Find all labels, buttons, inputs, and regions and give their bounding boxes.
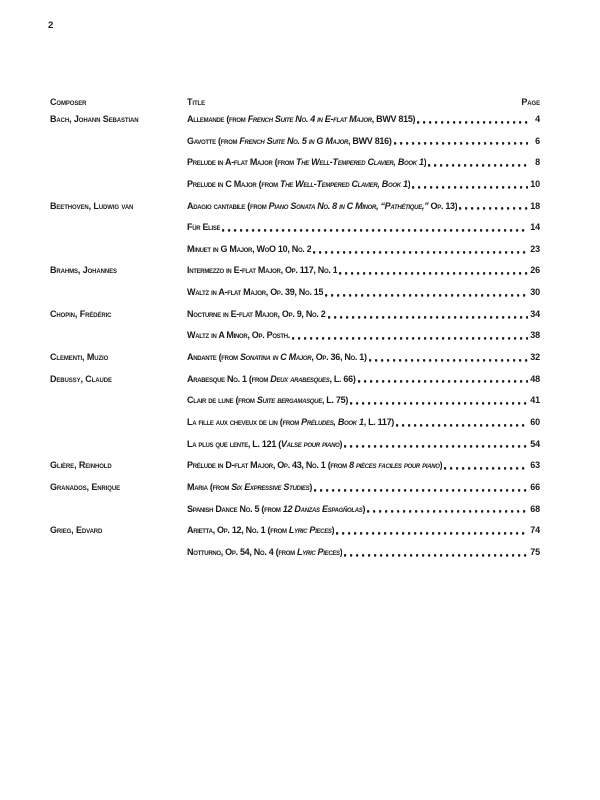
title-segment: Prélude in D-flat Major, Op. 43, No. 1 (from [187, 460, 350, 471]
title-segment: Waltz in A-flat Major, Op. 39, No. 15 [187, 287, 324, 298]
title-text [187, 131, 392, 153]
title-cell [187, 239, 540, 261]
title-text [187, 325, 290, 347]
title-cell [187, 152, 540, 174]
title-cell [187, 260, 540, 282]
title-cell [187, 455, 540, 477]
title-segment: Arabesque No. 1 (from [187, 373, 271, 384]
title-italic-segment: Deux arabesques [270, 373, 330, 384]
table-row [50, 282, 540, 304]
title-segment: Maria (from [187, 481, 232, 492]
composer-cell [50, 131, 187, 153]
title-text [187, 455, 442, 477]
title-cell [187, 282, 540, 304]
title-cell [187, 304, 540, 326]
table-row [50, 260, 540, 282]
title-cell [187, 109, 540, 131]
dot-leader [459, 196, 528, 218]
title-segment: Waltz in A Minor, Op. Posth. [187, 330, 290, 341]
title-italic-segment: French Suite No. 4 in E-flat Major [247, 114, 372, 124]
title-segment: ) [407, 178, 411, 189]
page-number: 54 [530, 438, 540, 449]
title-segment: Nocturne in E-flat Major, Op. 9, No. 2 [187, 308, 326, 319]
title-cell [187, 217, 540, 239]
title-segment: Prelude in C Major (from [187, 178, 281, 189]
title-text [187, 174, 410, 196]
page-number: 75 [530, 546, 540, 557]
title-italic-segment: The Well-Tempered Clavier, Book 1 [280, 178, 408, 189]
title-segment: Adagio cantabile (from [187, 200, 269, 211]
title-text [187, 542, 342, 564]
title-text [187, 347, 367, 369]
title-segment: Gavotte (from [187, 135, 240, 146]
dot-leader [339, 260, 528, 282]
title-cell [187, 434, 540, 456]
title-segment: ) [339, 438, 343, 449]
title-segment: ) [331, 525, 335, 536]
title-text [187, 217, 220, 239]
title-italic-segment: Six Expressive Studies [231, 481, 310, 492]
composer-cell: Clementi, Muzio [50, 352, 109, 363]
title-text [187, 477, 312, 499]
dot-leader [394, 131, 528, 153]
title-text [187, 369, 356, 391]
page-number: 32 [530, 352, 540, 363]
table-row [50, 174, 540, 196]
dot-leader [292, 325, 528, 347]
dot-leader [222, 217, 528, 239]
page-number: 60 [530, 416, 540, 427]
page-number: 34 [530, 308, 540, 319]
title-text [187, 499, 365, 521]
title-italic-segment: Lyric Pieces [297, 546, 340, 557]
title-text [187, 239, 311, 261]
table-row [50, 412, 540, 434]
title-segment: , BWV 816) [348, 135, 392, 146]
page-number: 48 [530, 373, 540, 384]
title-italic-segment: 12 Danzas Espagñolas [282, 503, 363, 514]
title-segment: Op. 13) [428, 200, 458, 211]
page-number: 10 [530, 178, 540, 189]
dot-leader [358, 369, 528, 391]
title-segment: , L. 75) [321, 395, 349, 406]
title-segment: ) [362, 503, 366, 514]
dot-leader [344, 542, 528, 564]
title-text [187, 434, 342, 456]
title-segment: Allemande (from [187, 114, 248, 124]
table-row [50, 455, 540, 477]
composer-cell [50, 542, 187, 564]
column-header-page: Page [521, 97, 540, 107]
table-row [50, 196, 540, 218]
title-cell [187, 412, 540, 434]
title-italic-segment: Valse pour piano [280, 438, 340, 449]
composer-cell [50, 499, 187, 521]
title-italic-segment: Sonatina in C Major [239, 352, 312, 363]
table-row [50, 325, 540, 347]
dot-leader [396, 412, 528, 434]
title-segment: , Op. 36, No. 1) [311, 352, 367, 363]
title-italic-segment: The Well-Tempered Clavier, Book 1 [296, 157, 424, 168]
dot-leader [336, 520, 528, 542]
title-segment: ) [439, 460, 443, 471]
table-row [50, 477, 540, 499]
dot-leader [344, 434, 528, 456]
title-segment: Spanish Dance No. 5 (from [187, 503, 283, 514]
title-segment: ) [309, 481, 313, 492]
composer-cell [50, 282, 187, 304]
composer-cell [50, 390, 187, 412]
title-text [187, 282, 323, 304]
page-number: 26 [530, 265, 540, 276]
table-row [50, 347, 540, 369]
table-row [50, 542, 540, 564]
composer-cell: Debussy, Claude [50, 373, 112, 384]
composer-cell: Brahms, Johannes [50, 265, 117, 276]
table-header-row [50, 96, 540, 109]
title-segment: Arietta, Op. 12, No. 1 (from [187, 525, 289, 536]
composer-cell [50, 239, 187, 261]
title-text [187, 196, 457, 218]
title-italic-segment: French Suite No. 5 in G Major [239, 135, 349, 146]
table-row [50, 520, 540, 542]
table-row [50, 239, 540, 261]
page-number: 74 [530, 525, 540, 536]
table-row [50, 152, 540, 174]
table-row [50, 304, 540, 326]
column-header-title: Title [187, 97, 205, 107]
title-segment: Für Elise [187, 222, 221, 233]
title-italic-segment: Lyric Pieces [288, 525, 332, 536]
title-cell [187, 499, 540, 521]
page-number: 18 [530, 200, 540, 211]
dot-leader [328, 304, 528, 326]
composer-cell [50, 174, 187, 196]
title-segment: Intermezzo in E-flat Major, Op. 117, No. 1 [187, 265, 338, 276]
page-number: 66 [530, 481, 540, 492]
page-number: 38 [530, 330, 540, 341]
title-cell [187, 542, 540, 564]
toc-rows [50, 109, 540, 563]
composer-cell [50, 325, 187, 347]
page-number: 6 [535, 135, 540, 146]
table-row [50, 217, 540, 239]
title-segment: Notturno, Op. 54, No. 4 (from [187, 546, 298, 557]
title-cell [187, 131, 540, 153]
title-text [187, 520, 334, 542]
composer-cell: Beethoven, Ludwig van [50, 200, 134, 211]
composer-cell [50, 434, 187, 456]
composer-cell: Grieg, Edvard [50, 525, 103, 536]
folio-page-number: 2 [48, 20, 54, 31]
title-italic-segment: Piano Sonata No. 8 in C Minor, “Pathétique,” [268, 200, 429, 211]
title-italic-segment: Suite bergamasque [256, 395, 322, 406]
title-italic-segment: 8 pièces faciles pour piano [349, 460, 440, 471]
title-cell [187, 196, 540, 218]
dot-leader [314, 477, 528, 499]
title-segment: , BWV 815) [371, 114, 416, 124]
composer-cell [50, 217, 187, 239]
title-text [187, 260, 337, 282]
title-segment: Minuet in G Major, WoO 10, No. 2 [187, 243, 312, 254]
title-segment: , L. 66) [329, 373, 356, 384]
title-text [187, 412, 394, 434]
page-number: 68 [530, 503, 540, 514]
composer-cell [50, 412, 187, 434]
title-text [187, 109, 415, 131]
dot-leader [444, 455, 528, 477]
title-text [187, 304, 326, 326]
page-number: 14 [530, 222, 540, 233]
table-row [50, 369, 540, 391]
dot-leader [325, 282, 528, 304]
title-cell [187, 390, 540, 412]
title-segment: Andante (from [187, 352, 240, 363]
page-number: 63 [530, 460, 540, 471]
page-number: 30 [530, 287, 540, 298]
title-segment: La fille aux cheveux de lin (from [187, 416, 302, 427]
page-number: 23 [530, 243, 540, 254]
title-segment: , L. 117) [363, 416, 395, 427]
table-row [50, 109, 540, 131]
dot-leader [417, 109, 528, 131]
title-segment: ) [339, 546, 343, 557]
title-segment: Clair de lune (from [187, 395, 257, 406]
composer-cell: Granados, Enrique [50, 481, 120, 492]
title-text [187, 152, 426, 174]
title-cell [187, 369, 540, 391]
title-italic-segment: Préludes, Book 1 [301, 416, 364, 427]
dot-leader [412, 174, 528, 196]
dot-leader [369, 347, 528, 369]
table-of-contents [50, 96, 540, 563]
page-number: 8 [535, 157, 540, 168]
column-header-composer: Composer [50, 97, 87, 107]
title-segment: Prelude in A-flat Major (from [187, 157, 297, 168]
title-cell [187, 520, 540, 542]
title-segment: La plus que lente, L. 121 ( [187, 438, 281, 449]
composer-cell: Glière, Reinhold [50, 460, 112, 471]
title-cell [187, 477, 540, 499]
dot-leader [367, 499, 528, 521]
title-cell [187, 174, 540, 196]
composer-cell [50, 152, 187, 174]
page-number: 41 [530, 395, 540, 406]
dot-leader [428, 152, 528, 174]
dot-leader [350, 390, 528, 412]
table-row [50, 131, 540, 153]
table-row [50, 434, 540, 456]
composer-cell: Bach, Johann Sebastian [50, 114, 139, 124]
dot-leader [313, 239, 528, 261]
composer-cell: Chopin, Frédéric [50, 308, 112, 319]
page-number: 4 [535, 114, 540, 124]
title-segment: ) [423, 157, 427, 168]
title-cell [187, 347, 540, 369]
title-cell [187, 325, 540, 347]
table-row [50, 499, 540, 521]
title-text [187, 390, 348, 412]
table-row [50, 390, 540, 412]
